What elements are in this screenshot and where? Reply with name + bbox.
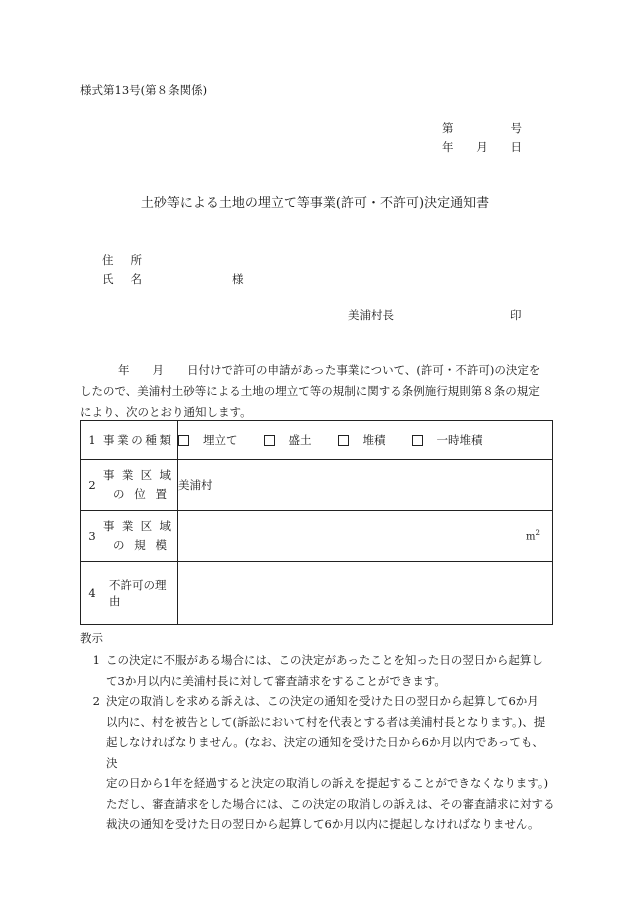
note-line: 定の日から1年を経過すると決定の取消しの訴えを提起することができなくなります。) [106,776,549,790]
label-char: 業 [121,519,134,533]
option-landfill[interactable] [178,432,238,448]
label-char: の [113,538,125,552]
label-char: 業 [117,433,129,447]
label-char: 事 [103,433,115,447]
label-char: 区 [140,519,153,533]
name-label-char: 氏 [102,272,114,286]
label-char: 区 [140,468,153,482]
row-label [103,432,177,448]
scale-cell[interactable] [178,511,553,562]
option-embankment[interactable] [264,432,312,448]
intro-line: したので、美浦村土砂等による土地の埋立て等の規制に関する条例施行規則第８条の規定 [80,384,540,398]
list-item [80,691,555,835]
label-char: 域 [159,468,171,482]
address-row [102,252,142,268]
row-label-bottom [103,485,177,504]
note-number: 2 [92,694,100,708]
note-number: 1 [92,653,100,667]
note-line: て3か月以内に美浦村長に対して審査請求をすることができます。 [106,673,446,688]
unit-exponent: 2 [535,529,540,538]
row-number: 3 [88,529,96,543]
row-number: 1 [88,433,96,447]
row-header [81,421,178,460]
honorific: 様 [232,272,244,286]
row-header [81,562,178,625]
list-item [80,650,555,691]
checkbox-icon[interactable] [412,435,423,446]
option-label: 埋立て [203,433,238,447]
unit-base: m [526,531,536,543]
checkbox-icon[interactable] [178,435,189,446]
intro-paragraph [80,360,552,423]
label-char: 事 [103,468,115,482]
row-header [81,460,178,511]
area-unit [526,529,540,542]
date-month: 月 [476,140,488,154]
checkbox-icon[interactable] [264,435,275,446]
option-deposit[interactable] [338,432,386,448]
label-char: の [131,433,143,447]
date-year: 年 [442,140,454,154]
instruction-heading: 教示 [80,631,103,645]
label-char: 位 [134,487,146,501]
address-label-char: 住 [102,253,114,267]
name-row [102,271,142,287]
label-char: 置 [155,487,167,501]
row-label-top [103,517,177,536]
table-row [81,562,553,625]
table-row [81,460,553,511]
note-text [106,650,555,691]
table-row [81,421,553,460]
number-suffix: 号 [510,121,522,135]
label-char: 域 [159,519,171,533]
note-line: 起しなければなりません。(なお、決定の通知を受けた日から6か月以内であっても、決 [106,735,544,770]
note-line: ただし、審査請求をした場合には、この決定の取消しの訴えは、その審査請求に対する [106,796,555,811]
note-line: 裁決の通知を受けた日の翌日から起算して6か月以内に提起しなければなりません。 [106,817,540,831]
table-row [81,511,553,562]
refusal-reason-cell[interactable] [178,562,553,625]
date-day: 日 [510,140,522,154]
label-char: 事 [103,519,115,533]
name-label-char: 名 [130,272,142,286]
instruction-notes [80,650,555,835]
row-header [81,511,178,562]
option-label: 一時堆積 [436,433,483,447]
document-title: 土砂等による土地の埋立て等事業(許可・不許可)決定通知書 [140,196,490,211]
decision-table [80,420,553,625]
note-line: 以内に、村を被告として(訴訟において村を代表とする者は美浦村長となります。)、提 [106,714,546,729]
date-line [442,139,522,155]
label-char: 規 [134,538,146,552]
note-text [106,691,555,835]
row-label-bottom [103,536,177,555]
row-number: 2 [88,478,96,492]
business-type-cell [178,421,553,460]
intro-line: 年 月 日付けで許可の申請があった事業について、(許可・不許可)の決定を [118,363,541,377]
note-line: 決定の取消しを求める訴えは、この決定の通知を受けた日の翌日から起算して6か月 [106,694,539,708]
name-label [102,271,142,287]
label-char: 模 [155,538,167,552]
label-char: 類 [159,433,171,447]
option-label: 盛土 [288,433,312,447]
location-cell[interactable] [178,460,553,511]
address-label [102,252,142,268]
address-label-char: 所 [130,253,142,267]
row-number: 4 [88,586,96,600]
location-value: 美浦村 [178,478,213,492]
checkbox-icon[interactable] [338,435,349,446]
intro-line: により、次のとおり通知します。 [80,405,252,419]
number-prefix: 第 [442,121,454,135]
row-label-top [103,466,177,485]
label-char: の [113,487,125,501]
label-char: 業 [121,468,134,482]
option-temporary-deposit[interactable] [412,432,483,448]
note-line: この決定に不服がある場合には、この決定があったことを知った日の翌日から起算し [106,653,543,667]
issuer-name: 美浦村長 [348,308,394,322]
document-number-line [442,120,522,136]
seal-mark: 印 [510,308,522,322]
row-label: 不許可の理由 [109,578,167,608]
form-number: 様式第13号(第８条関係) [80,83,208,97]
label-char: 種 [145,433,157,447]
option-label: 堆積 [362,433,386,447]
